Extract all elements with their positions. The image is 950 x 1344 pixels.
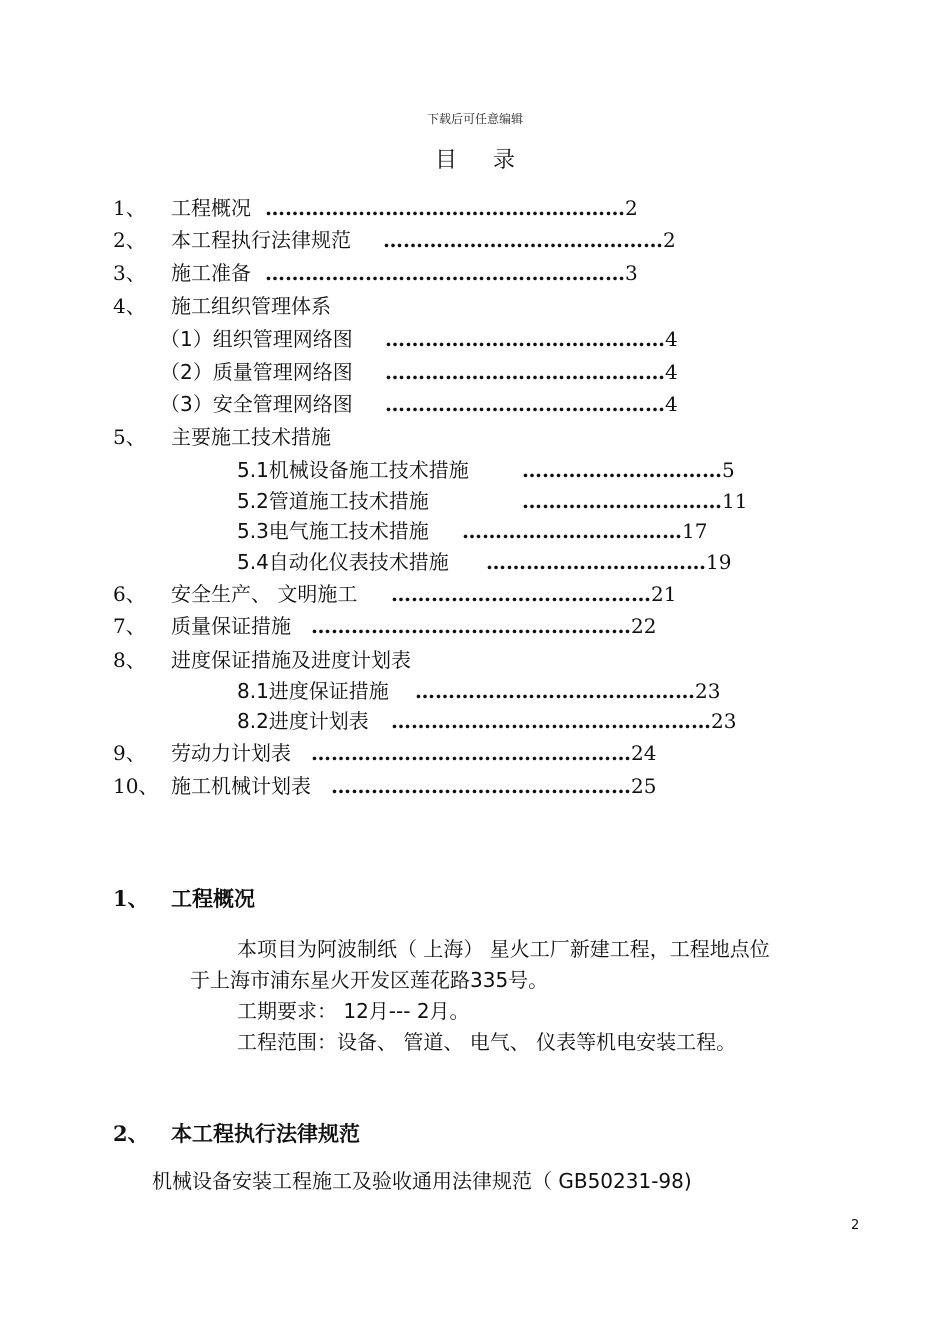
toc-title-right: 录 [493, 148, 516, 173]
toc-leader-dots: ………………………………………… [311, 614, 631, 638]
toc-entry [113, 676, 833, 706]
toc-entry-page: 21 [651, 582, 677, 606]
toc-entry-leader [331, 771, 656, 801]
toc-entry-page: 25 [631, 774, 657, 798]
toc-entry-page: 17 [682, 519, 708, 543]
toc-entry-number: 4、 [113, 294, 146, 318]
toc-leader-dots: ……………………………………… [331, 774, 631, 798]
toc-entry-leader [522, 486, 747, 516]
toc-entry-page: 23 [711, 709, 737, 733]
toc-entry-page: 19 [706, 550, 732, 574]
toc-entry-page: 4 [665, 360, 678, 384]
section-1-schedule: 工期要求： 12月--- 2月。 [237, 999, 470, 1023]
toc-entry [113, 258, 833, 288]
toc-entry-label: 施工机械计划表 [171, 774, 311, 798]
toc-entry-label: 施工准备 [171, 261, 251, 285]
section-2-standard-line: 机械设备安装工程施工及验收通用法律规范（ GB50231-98) [152, 1169, 692, 1193]
section-1-scope: 工程范围：设备、 管道、 电气、 仪表等机电安装工程。 [237, 1030, 737, 1054]
toc-entry-page: 11 [722, 489, 748, 513]
toc-entry-label: 安全生产、 文明施工 [171, 582, 358, 606]
toc-entry [113, 645, 833, 675]
page-number: 2 [851, 1218, 860, 1233]
toc-entry-page: 3 [625, 261, 638, 285]
toc-entry-leader [265, 258, 638, 288]
toc-entry-leader [486, 547, 731, 577]
section-1-number: 1、 [113, 886, 149, 911]
toc-entry-label: 5.2管道施工技术措施 [237, 489, 429, 513]
toc-entry [113, 357, 833, 387]
toc-leader-dots: …………………………… [462, 519, 682, 543]
header-note: 下载后可任意编辑 [426, 112, 523, 126]
toc-leader-dots: ………………………… [522, 458, 722, 482]
toc-entry [113, 291, 833, 321]
toc-entry [113, 611, 833, 641]
toc-leader-dots: …………………………………… [385, 327, 665, 351]
toc-entry-leader [415, 676, 720, 706]
toc-entry [113, 706, 833, 736]
toc-entry-label: （3）安全管理网络图 [160, 392, 353, 416]
toc-leader-dots: ……………………………………………… [265, 261, 625, 285]
toc-entry-page: 2 [663, 228, 676, 252]
toc-leader-dots: ………………………………………… [391, 709, 711, 733]
toc-entry-page: 5 [722, 458, 735, 482]
toc-entry-leader [385, 389, 678, 419]
toc-title-left: 目 [434, 148, 457, 173]
toc-entry [113, 486, 833, 516]
toc-entry-leader [265, 193, 638, 223]
toc-entry-leader [462, 516, 707, 546]
toc-entry [113, 455, 833, 485]
toc-entry-leader [383, 225, 676, 255]
toc-leader-dots: …………………………………… [383, 228, 663, 252]
toc-entry-number: 3、 [113, 261, 146, 285]
toc-entry-number: 7、 [113, 614, 146, 638]
toc-entry [113, 771, 833, 801]
toc-entry-leader [385, 324, 678, 354]
section-1-para1-line2: 于上海市浦东星火开发区莲花路335号。 [190, 968, 549, 992]
toc-entry-label: 劳动力计划表 [171, 741, 291, 765]
toc-entry-page: 22 [631, 614, 657, 638]
toc-entry-number: 6、 [113, 582, 146, 606]
toc-entry-label: 8.1进度保证措施 [237, 679, 389, 703]
toc-entry [113, 225, 833, 255]
toc-entry-label: 进度保证措施及进度计划表 [171, 648, 411, 672]
toc-entry [113, 579, 833, 609]
toc-entry-page: 4 [665, 327, 678, 351]
toc-entry-number: 5、 [113, 425, 146, 449]
toc-entry [113, 389, 833, 419]
toc-leader-dots: ………………………… [522, 489, 722, 513]
toc-entry-label: 主要施工技术措施 [171, 425, 331, 449]
toc-entry-label: 本工程执行法律规范 [171, 228, 351, 252]
toc-entry-leader [385, 357, 678, 387]
toc-entry [113, 516, 833, 546]
toc-entry-number: 9、 [113, 741, 146, 765]
toc-entry-label: （1）组织管理网络图 [160, 327, 353, 351]
toc-entry-page: 4 [665, 392, 678, 416]
toc-entry-label: 8.2进度计划表 [237, 709, 369, 733]
toc-entry [113, 738, 833, 768]
section-1-heading [113, 883, 255, 913]
toc-entry-label: 工程概况 [171, 196, 251, 220]
section-1-para1-line1: 本项目为阿波制纸（ 上海） 星火工厂新建工程，工程地点位 [237, 937, 770, 961]
section-2-title: 本工程执行法律规范 [171, 1122, 360, 1146]
toc-entry-leader [391, 706, 736, 736]
toc-entry-label: 5.4自动化仪表技术措施 [237, 550, 449, 574]
toc-leader-dots: …………………………………… [385, 360, 665, 384]
toc-entry-label: 质量保证措施 [171, 614, 291, 638]
toc-leader-dots: ………………………………………… [311, 741, 631, 765]
section-1-title: 工程概况 [171, 887, 255, 911]
toc-entry-label: 5.1机械设备施工技术措施 [237, 458, 469, 482]
section-2-number: 2、 [113, 1121, 149, 1146]
toc-entry-page: 24 [631, 741, 657, 765]
toc-entry-leader [391, 579, 676, 609]
toc-entry-label: （2）质量管理网络图 [160, 360, 353, 384]
section-2-heading [113, 1118, 360, 1148]
toc-leader-dots: …………………………………… [415, 679, 695, 703]
toc-entry [113, 547, 833, 577]
toc-leader-dots: ………………………………… [391, 582, 651, 606]
toc-entry-label: 施工组织管理体系 [171, 294, 331, 318]
toc-leader-dots: …………………………… [486, 550, 706, 574]
toc-entry [113, 324, 833, 354]
toc-entry [113, 422, 833, 452]
toc-entry-page: 23 [695, 679, 721, 703]
toc-entry-page: 2 [625, 196, 638, 220]
toc-entry-number: 1、 [113, 196, 146, 220]
toc-entry-leader [522, 455, 735, 485]
toc-entry-leader [311, 611, 656, 641]
toc-entry-leader [311, 738, 656, 768]
toc-leader-dots: ……………………………………………… [265, 196, 625, 220]
toc-leader-dots: …………………………………… [385, 392, 665, 416]
toc-title [0, 143, 950, 174]
toc-entry-number: 10、 [113, 774, 159, 798]
toc-entry [113, 193, 833, 223]
toc-entry-label: 5.3电气施工技术措施 [237, 519, 429, 543]
toc-entry-number: 2、 [113, 228, 146, 252]
toc-entry-number: 8、 [113, 648, 146, 672]
